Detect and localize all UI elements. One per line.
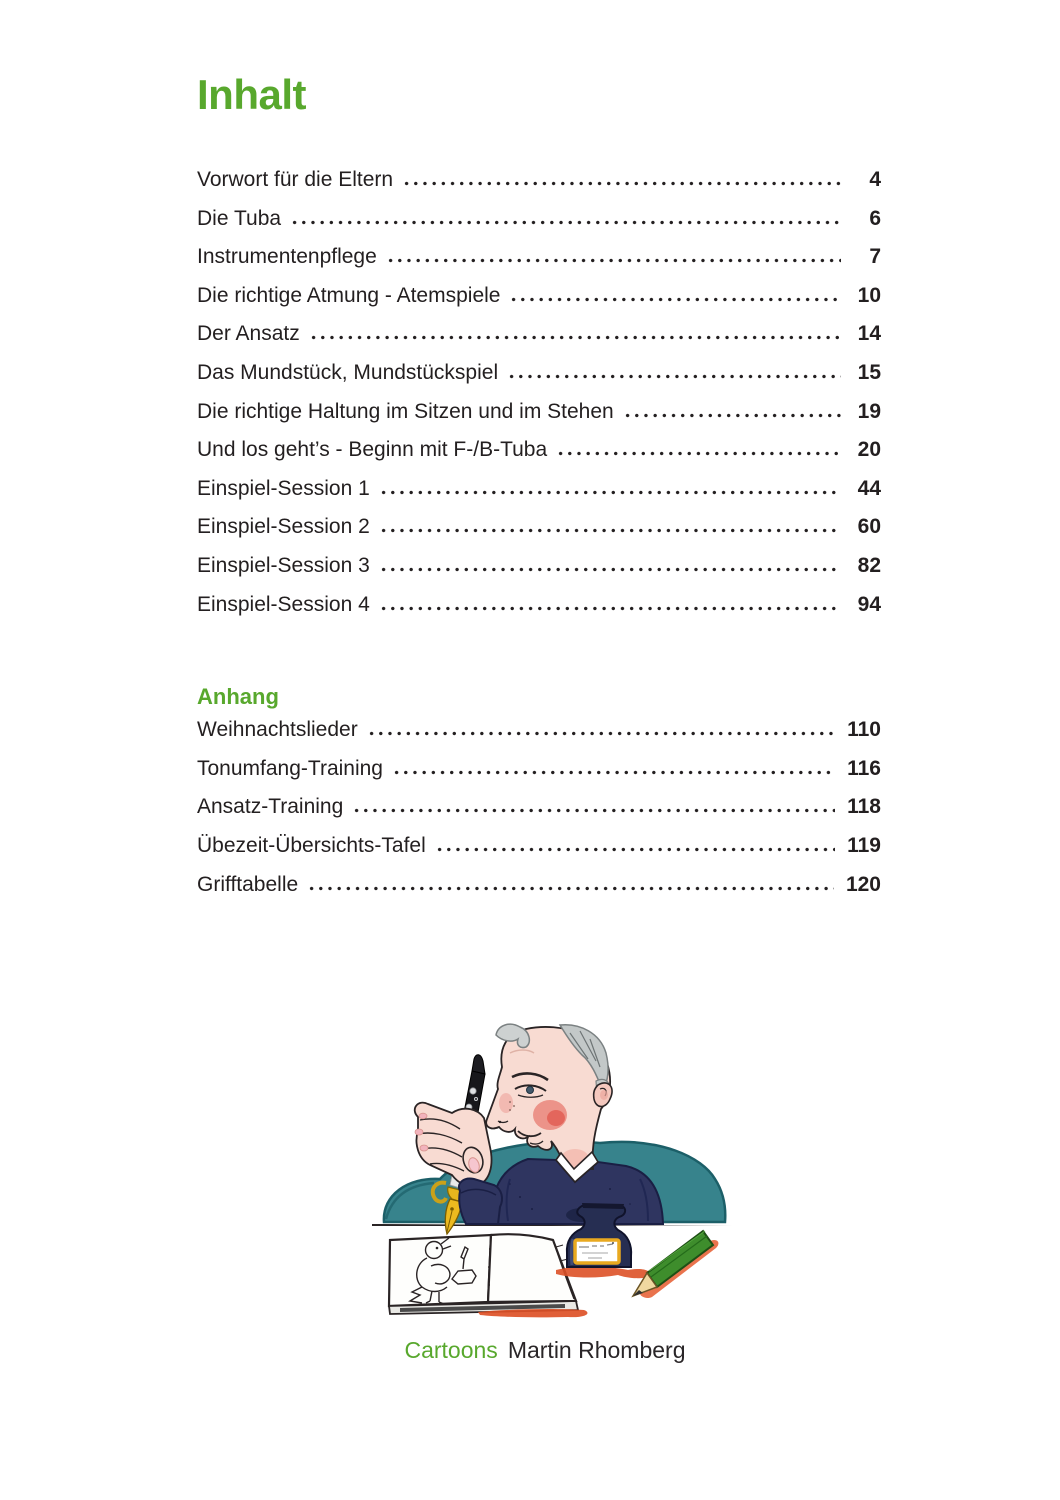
toc-entry-page-number: 82 (857, 553, 881, 577)
toc-entry-label: Einspiel-Session 2 (197, 515, 370, 539)
toc-entry (197, 750, 881, 789)
toc-entry-label: Vorwort für die Eltern (197, 168, 394, 191)
toc-entry (197, 470, 881, 509)
toc-entry (197, 315, 881, 354)
sketchbook (389, 1234, 587, 1317)
dot-leader (507, 374, 841, 379)
toc-entry-page-number: 7 (869, 245, 881, 269)
dot-leader (509, 297, 841, 302)
toc-entry-page-number: 10 (857, 283, 881, 307)
toc-entry (197, 866, 881, 905)
toc-entry-page-number: 14 (857, 322, 881, 346)
toc-entry-label: Das Mundstück, Mundstückspiel (197, 360, 499, 384)
dot-leader (379, 567, 841, 572)
toc-entry-label: Einspiel-Session 1 (197, 476, 370, 500)
toc-entry-label: Der Ansatz (197, 322, 300, 346)
dot-leader (290, 220, 841, 225)
toc-entry (197, 711, 881, 750)
toc-entry (197, 547, 881, 586)
toc-entry-page-number: 4 (869, 168, 881, 191)
dot-leader (556, 451, 841, 456)
toc-entry (197, 431, 881, 470)
toc-entry-label: Und los geht’s - Beginn mit F-/B-Tuba (197, 438, 548, 462)
toc-entry-label: Einspiel-Session 3 (197, 553, 370, 577)
dot-leader (307, 886, 834, 891)
appendix-heading: Anhang (197, 684, 279, 710)
toc-entry-label: Einspiel-Session 4 (197, 592, 370, 616)
dot-leader (379, 528, 841, 533)
toc-entry (197, 586, 881, 625)
toc-entry-label: Tonumfang-Training (197, 756, 383, 780)
toc-entry-page-number: 116 (847, 756, 881, 780)
toc-content (197, 0, 881, 904)
dot-leader (379, 490, 841, 495)
toc-entry (197, 277, 881, 316)
cartoon-credit (350, 1336, 740, 1364)
toc-entry-page-number: 119 (847, 833, 881, 857)
toc-entry-page-number: 19 (857, 399, 881, 423)
dot-leader (309, 335, 841, 340)
toc-entry-page-number: 94 (857, 592, 881, 616)
toc-entry-page-number: 120 (845, 872, 881, 896)
toc-entry-label: Die richtige Haltung im Sitzen und im Stehen (197, 399, 614, 423)
toc-entry-page-number: 20 (857, 438, 881, 462)
toc-entry-page-number: 15 (857, 360, 881, 384)
toc-entry-page-number: 6 (869, 206, 881, 230)
toc-entry-label: Weihnachtslieder (197, 718, 358, 742)
toc-entry (197, 788, 881, 827)
toc-entry (197, 393, 881, 432)
dot-leader (392, 770, 835, 775)
toc-entry-label: Instrumentenpflege (197, 245, 377, 269)
toc-entry (197, 354, 881, 393)
toc-entry-label: Grifftabelle (197, 872, 299, 896)
toc-entry-page-number: 118 (847, 795, 881, 819)
dot-leader (352, 808, 835, 813)
cartoonist-figure (486, 1024, 663, 1224)
toc-appendix-list (197, 711, 881, 904)
toc-entry-page-number: 60 (857, 515, 881, 539)
dot-leader (435, 847, 835, 852)
toc-entry (197, 161, 881, 200)
dot-leader (623, 413, 841, 418)
page-title: Inhalt (197, 71, 306, 118)
toc-entry (197, 200, 881, 239)
dot-leader (379, 606, 841, 611)
dot-leader (402, 181, 841, 186)
toc-entry-page-number: 44 (857, 476, 881, 500)
toc-main-list (197, 161, 881, 624)
toc-entry-label: Übezeit-Übersichts-Tafel (197, 833, 426, 857)
toc-entry-label: Ansatz-Training (197, 795, 344, 819)
credit-name: Martin Rhomberg (507, 1337, 686, 1363)
toc-entry (197, 508, 881, 547)
toc-entry-label: Die richtige Atmung - Atemspiele (197, 283, 501, 307)
dot-leader (367, 731, 835, 736)
toc-entry-label: Die Tuba (197, 206, 282, 230)
credit-label: Cartoons (404, 1337, 498, 1363)
toc-entry (197, 238, 881, 277)
toc-entry-page-number: 110 (847, 718, 881, 742)
dot-leader (386, 258, 841, 263)
cartoonist-illustration (360, 1018, 750, 1330)
toc-entry (197, 827, 881, 866)
